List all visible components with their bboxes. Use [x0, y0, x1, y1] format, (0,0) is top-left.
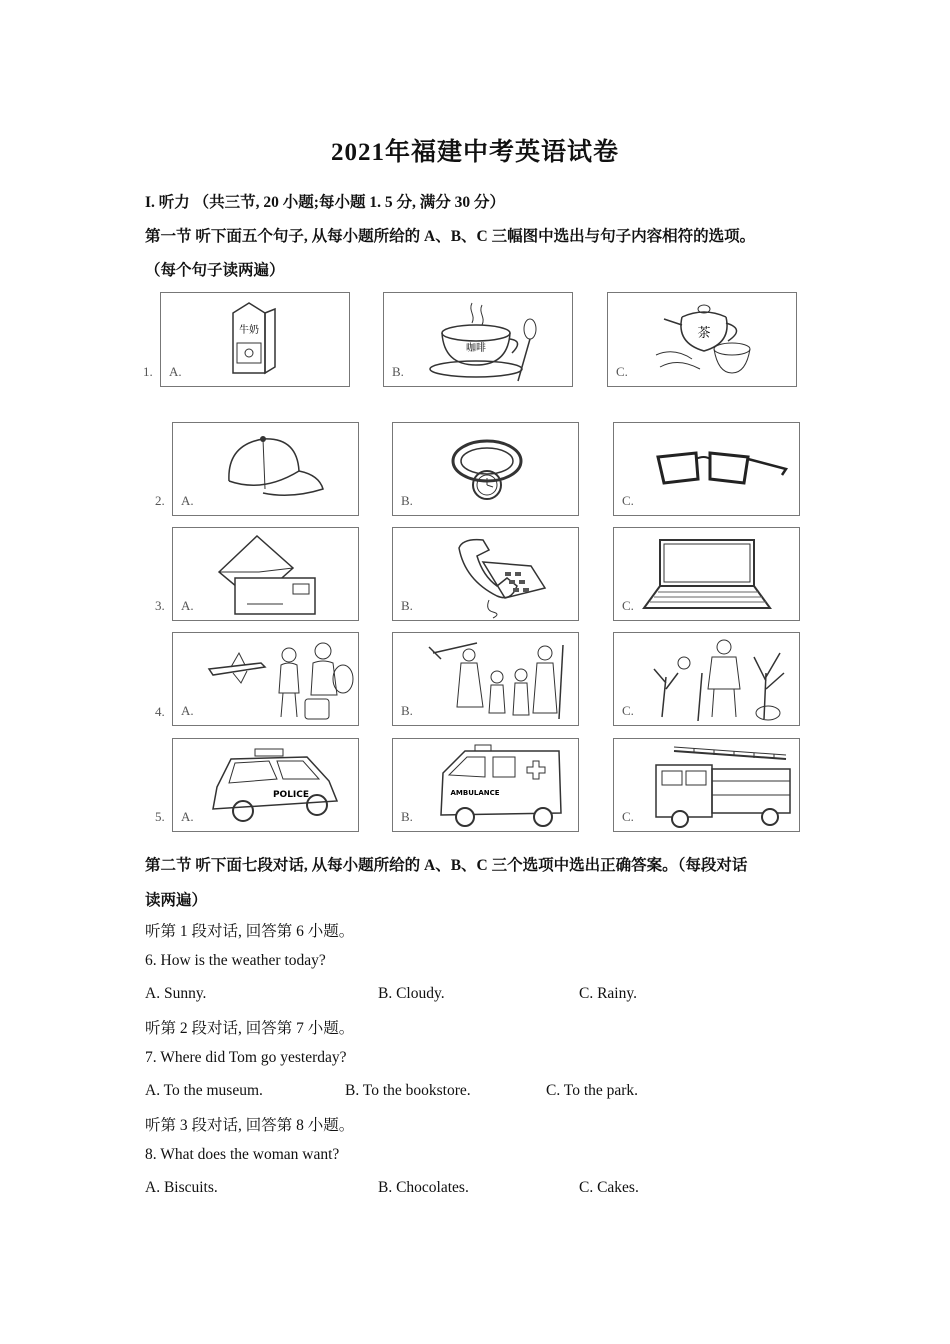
fire-engine-icon	[614, 739, 801, 833]
picture-option-watch[interactable]	[392, 422, 579, 516]
answer-choice[interactable]: B. To the bookstore.	[345, 1082, 471, 1099]
option-letter: A.	[181, 703, 194, 718]
question-text: 6. How is the weather today?	[145, 952, 326, 969]
section-header: I. 听力 （共三节, 20 小题;每小题 1. 5 分, 满分 30 分）	[145, 194, 505, 211]
picture-option-glasses[interactable]	[613, 422, 800, 516]
option-letter: C.	[622, 809, 634, 824]
option-letter: B.	[401, 493, 413, 508]
picture-option-fire-engine[interactable]	[613, 738, 800, 832]
part1-note: （每个句子读两遍）	[145, 262, 285, 279]
answer-choice[interactable]: B. Cloudy.	[378, 985, 445, 1002]
watch-icon	[393, 423, 580, 517]
teapot-icon	[608, 293, 798, 388]
picture-option-telephone[interactable]	[392, 527, 579, 621]
dialogue-intro: 听第 2 段对话, 回答第 7 小题。	[145, 1020, 355, 1037]
coffee-label: 咖啡	[466, 343, 486, 354]
glasses-icon	[614, 423, 801, 517]
part1-instruction: 第一节 听下面五个句子, 从每小题所给的 A、B、C 三幅图中选出与句子内容相符的选项。	[145, 228, 756, 245]
coffee-cup-icon	[384, 293, 574, 388]
option-letter: C.	[616, 364, 628, 379]
picture-option-tree-planting[interactable]	[613, 632, 800, 726]
question-text: 8. What does the woman want?	[145, 1146, 340, 1163]
option-letter: A.	[181, 493, 194, 508]
option-letter: A.	[169, 364, 182, 379]
option-letter: B.	[401, 809, 413, 824]
answer-choice[interactable]: C. Rainy.	[579, 985, 637, 1002]
page-title: 2021年福建中考英语试卷	[330, 139, 619, 166]
picture-option-cleaning[interactable]	[392, 632, 579, 726]
answer-choice[interactable]: A. To the museum.	[145, 1082, 263, 1099]
police-label: POLICE	[272, 790, 310, 800]
option-letter: A.	[181, 598, 194, 613]
answer-choice[interactable]: C. To the park.	[546, 1082, 639, 1099]
picture-option-police-car[interactable]	[172, 738, 359, 832]
telephone-icon	[393, 528, 580, 622]
milk-carton-icon	[161, 293, 351, 388]
question-number: 2.	[155, 493, 165, 508]
answer-choice[interactable]: A. Sunny.	[145, 985, 207, 1002]
police-car-icon	[173, 739, 360, 833]
part2-instruction: 第二节 听下面七段对话, 从每小题所给的 A、B、C 三个选项中选出正确答案。（每段对话	[145, 857, 748, 874]
cap-icon	[173, 423, 360, 517]
dialogue-intro: 听第 1 段对话, 回答第 6 小题。	[145, 923, 355, 940]
ambulance-label: AMBULANCE	[450, 789, 500, 797]
part2-instruction-cont: 读两遍）	[145, 892, 208, 909]
picture-option-letters[interactable]	[172, 527, 359, 621]
cleaning-icon	[393, 633, 580, 727]
answer-choice[interactable]: A. Biscuits.	[145, 1179, 218, 1196]
tea-label: 茶	[697, 326, 711, 341]
answer-choice[interactable]: B. Chocolates.	[378, 1179, 469, 1196]
picture-option-cap[interactable]	[172, 422, 359, 516]
milk-label: 牛奶	[239, 325, 259, 336]
ambulance-icon	[393, 739, 580, 833]
picture-option-coffee[interactable]	[383, 292, 573, 387]
option-letter: C.	[622, 493, 634, 508]
envelope-icon	[173, 528, 360, 622]
option-letter: B.	[401, 598, 413, 613]
option-letter: C.	[622, 703, 634, 718]
picture-option-milk[interactable]	[160, 292, 350, 387]
answer-choice[interactable]: C. Cakes.	[579, 1179, 639, 1196]
question-number: 5.	[155, 809, 165, 824]
question-number: 1.	[143, 364, 153, 379]
option-letter: B.	[392, 364, 404, 379]
option-letter: A.	[181, 809, 194, 824]
picture-option-travel[interactable]	[172, 632, 359, 726]
tree-planting-icon	[614, 633, 801, 727]
picture-option-laptop[interactable]	[613, 527, 800, 621]
laptop-icon	[614, 528, 801, 622]
dialogue-intro: 听第 3 段对话, 回答第 8 小题。	[145, 1117, 355, 1134]
travel-icon	[173, 633, 360, 727]
question-text: 7. Where did Tom go yesterday?	[145, 1049, 347, 1066]
picture-option-ambulance[interactable]	[392, 738, 579, 832]
option-letter: B.	[401, 703, 413, 718]
question-number: 4.	[155, 704, 165, 719]
option-letter: C.	[622, 598, 634, 613]
question-number: 3.	[155, 598, 165, 613]
picture-option-tea[interactable]	[607, 292, 797, 387]
